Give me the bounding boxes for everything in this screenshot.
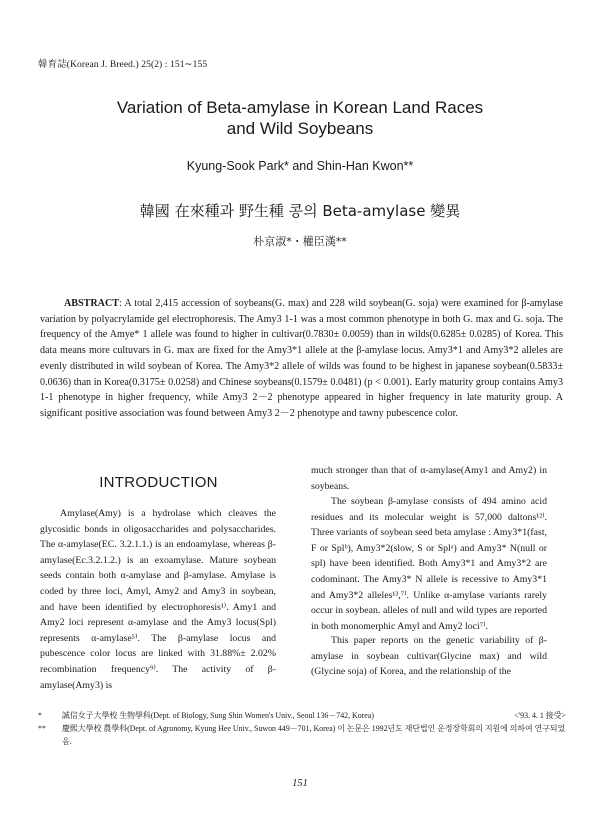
title-line-1: Variation of Beta-amylase in Korean Land Races xyxy=(116,98,484,117)
introduction-right-paragraph-3: This paper reports on the genetic variability of β-amylase in soybean cultivar(Glycine max) and wild (Glycine soja) of Korea, and the relationship of the xyxy=(311,635,547,678)
footnote xyxy=(38,710,568,723)
journal-reference: 韓育誌(Korean J. Breed.) 25(2) : 151∼155 xyxy=(38,60,208,70)
footnote-text: 誠信女子大學校 生物學科(Dept. of Biology, Sung Shin Women's Univ., Seoul 136－742, Korea) xyxy=(62,711,374,720)
footnote-text: 慶熙大學校 農學科(Dept. of Agronomy, Kyung Hee Univ., Suwon 449－701, Korea) 이 논문은 1992년도 재단법인 운정장학회의 지원에 의하여 연구되었음. xyxy=(62,723,566,746)
abstract xyxy=(40,296,563,422)
abstract-text: : A total 2,415 accession of soybeans(G. max) and 228 wild soybean(G. soja) were examined for β-amylase variation by polyacrylamide gel electrophoresis. The Amy3 1-1 was a most common phenotype in both G. max and G. soja. The frequency of the Amye* 1 allele was found to higher in cultivar(0.7830± 0.0059) than in wilds(0.6285± 0.0285) of Korea. This data means more cultuvars in G. max are fixed for the Amy3*1 allele at the β-amylase locus. Amy3*1 and Amy3*2 alleles are evenly distributed in wild soybean of Korea. The Amy3*2 allele of wilds was found to be highest in japanese soybean(0.5833± 0.0636) than in Korea(0.3175± 0.0258) and Chinese soybeans(0.1579± 0.0481) (p < 0.001). Early maturity group contains Amy3 1-1 phenotype in higher frequency, while Amy3 2－2 phenotype appeared in higher frequency in late maturity group. A significant positive association was found between Amy3 2－2 phenotype and tawny pubescence color. xyxy=(40,298,563,419)
page-number: 151 xyxy=(292,778,308,789)
introduction-right-paragraph-2: The soybean β-amylase consists of 494 amino acid residues and its molecular weight is 57,000 daltons¹²⁾. Three variants of soybean seed beta amylase : Amy3*1(fast, F or Splᵇ), Amy3*2(slow, S or Splᵃ) and Amy3* N(null or spl) have been identified. Both Amy3*1 and Amy3*2 are codominant. The Amy3* N allele is recessive to Amy3*1 and Amy3*2 alleles¹³,⁷⁾. Unlike α-amylase variants rarely occur in soybean. alleles of null and wild types are reported in both monomerphic Amyl and Amy2 loci⁷⁾. xyxy=(311,496,547,632)
korean-title: 韓國 在來種과 野生種 콩의 Beta-amylase 變異 xyxy=(139,202,461,220)
title-line-2: and Wild Soybeans xyxy=(226,119,374,138)
introduction-heading: INTRODUCTION xyxy=(99,474,218,491)
authors: Kyung-Sook Park* and Shin-Han Kwon** xyxy=(186,159,414,173)
footnote-mark: * xyxy=(38,711,42,720)
received-date: <'93. 4. 1 接受> xyxy=(514,711,566,720)
paper-title xyxy=(0,97,600,139)
introduction-left-column: Amylase(Amy) is a hydrolase which cleaves the glycosidic bonds in oligosaccharides and polysaccharides. The α-amylase(EC. 3.2.1.1.) is an endoamylase, whereas β-amylase(Ec.3.2.1.2.) is an exoamylase. Mature soybean seeds contain both α-amylase and β-amylase. Amylase is coded by three loci, Amyl, Amy2 and Amy3 in soybean, and have been identified by electrophoresis¹⁾. Amy1 and Amy2 loci represent α-amylase and the Amy3 locus(Spl) represents α-amylase⁵⁾. The β-amylase locus and pubescence color locus are linked with 31.88%± 2.02% recombination frequency⁹⁾. The activity of β-amylase(Amy3) is xyxy=(40,508,276,691)
introduction-right-continuation: much stronger than that of α-amylase(Amy1 and Amy2) in soybeans. xyxy=(311,465,547,492)
korean-authors: 朴京淑*・權臣漢** xyxy=(253,235,347,248)
footnote-mark: ** xyxy=(38,723,46,733)
footnotes xyxy=(38,710,568,748)
footnote xyxy=(38,723,568,749)
abstract-label: ABSTRACT xyxy=(64,298,119,309)
